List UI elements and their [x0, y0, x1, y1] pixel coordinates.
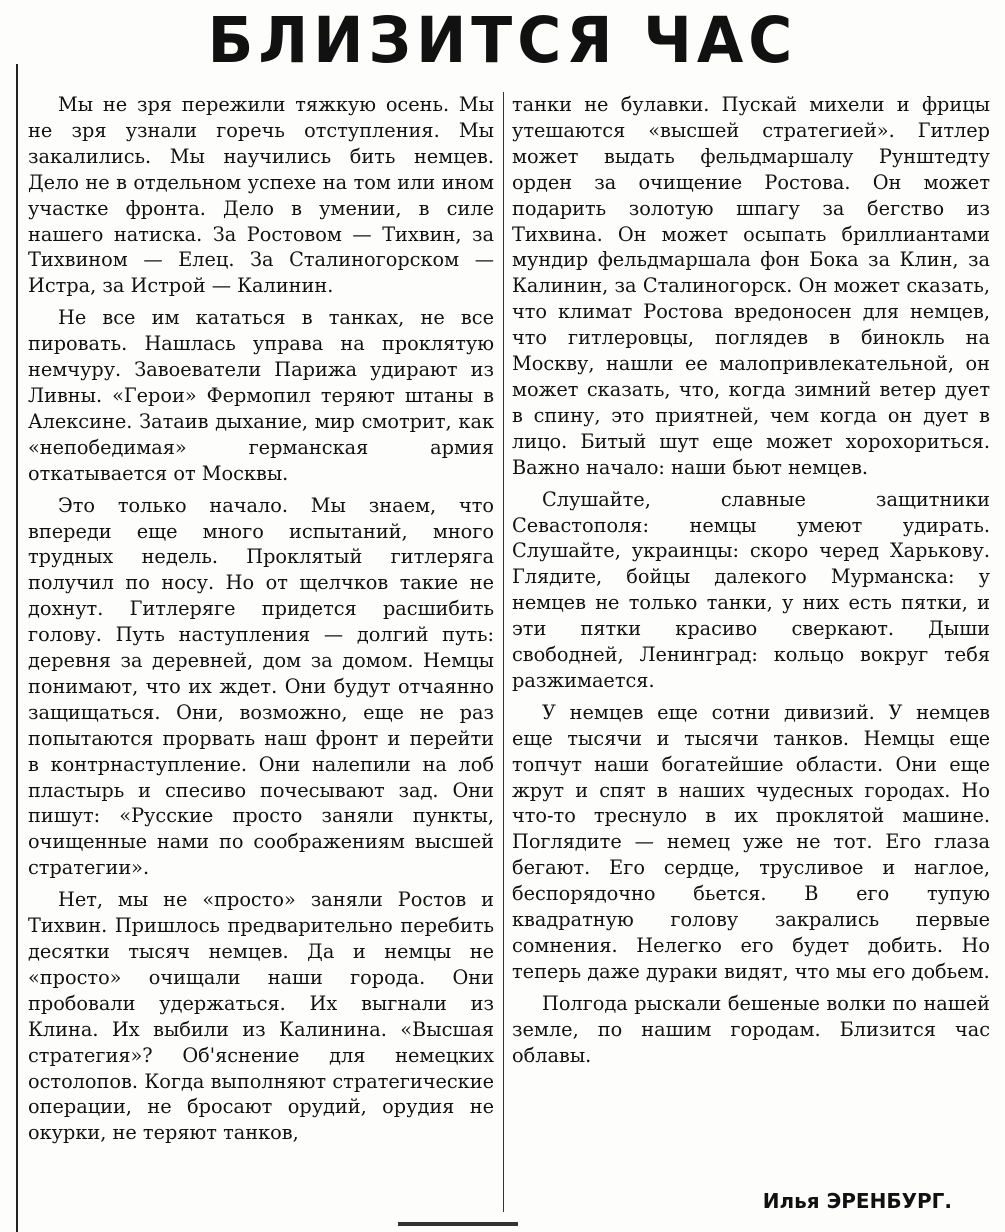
- column-divider: [503, 92, 504, 1212]
- paragraph: У немцев еще сотни дивизий. У немцев еще тысячи и тысячи танков. Немцы еще топчут наши богатейшие области. Они еще жрут и спят в наших чудесных городах. Но что-то треснуло в их проклятой машине. Поглядите — немец уже не тот. Его глаза бегают. Его сердце, трусливое и наглое, беспорядочно бьется. В его тупую квадратную голову закрались первые сомнения. Нелегко его будет добить. Но теперь даже дураки видят, что мы его добьем.: [512, 700, 990, 983]
- paragraph: Это только начало. Мы знаем, что впереди еще много испытаний, много трудных недель. Проклятый гитлеряга получил по носу. Но от щелчков такие не дохнут. Гитлеряге придется расшибить голову. Путь наступления — долгий путь: деревня за деревней, дом за домом. Немцы понимают, что их ждет. Они будут отчаянно защищаться. Они, возможно, еще не раз попытаются прорвать наш фронт и перейти в контрнаступление. Они налепили на лоб пластырь и спесиво почесывают зад. Они пишут: «Русские просто заняли пункты, очищенные нами по соображениям высшей стратегии».: [28, 493, 494, 880]
- paragraph: Мы не зря пережили тяжкую осень. Мы не зря узнали горечь отступления. Мы закалились. Мы научились бить немцев. Дело не в отдельном успехе на том или ином участке фронта. Дело в умении, в силе нашего натиска. За Ростовом — Тихвин, за Тихвином — Елец. За Сталиногорском — Истра, за Истрой — Калинин.: [28, 93, 494, 298]
- paragraph: танки не булавки. Пускай михели и фрицы утешаются «высшей стратегией». Гитлер может выдать фельдмаршалу Рунштедту орден за очищение Ростова. Он может подарить золотую шпагу за бегство из Тихвина. Он может осыпать бриллиантами мундир фельдмаршала фон Бока за Клин, за Калинин, за Сталиногорск. Он может сказать, что климат Ростова вредоносен для немцев, что гитлеровцы, поглядев в бинокль на Москву, нашли ее малопривлекательной, он может сказать, что, когда зимний ветер дует в спину, это приятней, чем когда он дует в лицо. Битый шут еще может хорохориться. Важно начало: наши бьют немцев.: [512, 93, 990, 479]
- paragraph: Слушайте, славные защитники Севастополя: немцы умеют удирать. Слушайте, украинцы: скоро черед Харькову. Глядите, бойцы далекого Мурманска: у немцев не только танки, у них есть пятки, и эти пятки красиво сверкают. Дыши свободней, Ленинград: кольцо вокруг тебя разжимается.: [512, 487, 990, 692]
- left-border-rule: [16, 64, 18, 1232]
- left-column: [28, 92, 494, 1146]
- author-signature: Илья ЭРЕНБУРГ.: [762, 1189, 952, 1213]
- paragraph: Полгода рыскали бешеные волки по нашей земле, по нашим городам. Близится час облавы.: [512, 991, 990, 1067]
- article-headline: БЛИЗИТСЯ ЧАС: [207, 4, 798, 78]
- paragraph: Нет, мы не «просто» заняли Ростов и Тихвин. Пришлось предварительно перебить десятки тысяч немцев. Да и немцы не «просто» очищали наши города. Они пробовали удержаться. Их выгнали из Клина. Их выбили из Калинина. «Высшая стратегия»? Об'яснение для немецких остолопов. Когда выполняют стратегические операции, не бросают орудий, орудия не окурки, не теряют танков,: [28, 888, 494, 1145]
- bottom-rule: [398, 1222, 518, 1226]
- right-column: [512, 92, 990, 1069]
- paragraph: Не все им кататься в танках, не все пировать. Нашлась управа на проклятую немчуру. Завоеватели Парижа удирают из Ливны. «Герои» Фермопил теряют штаны в Алексине. Затаив дыхание, мир смотрит, как «непобедимая» германская армия откатывается от Москвы.: [28, 306, 494, 485]
